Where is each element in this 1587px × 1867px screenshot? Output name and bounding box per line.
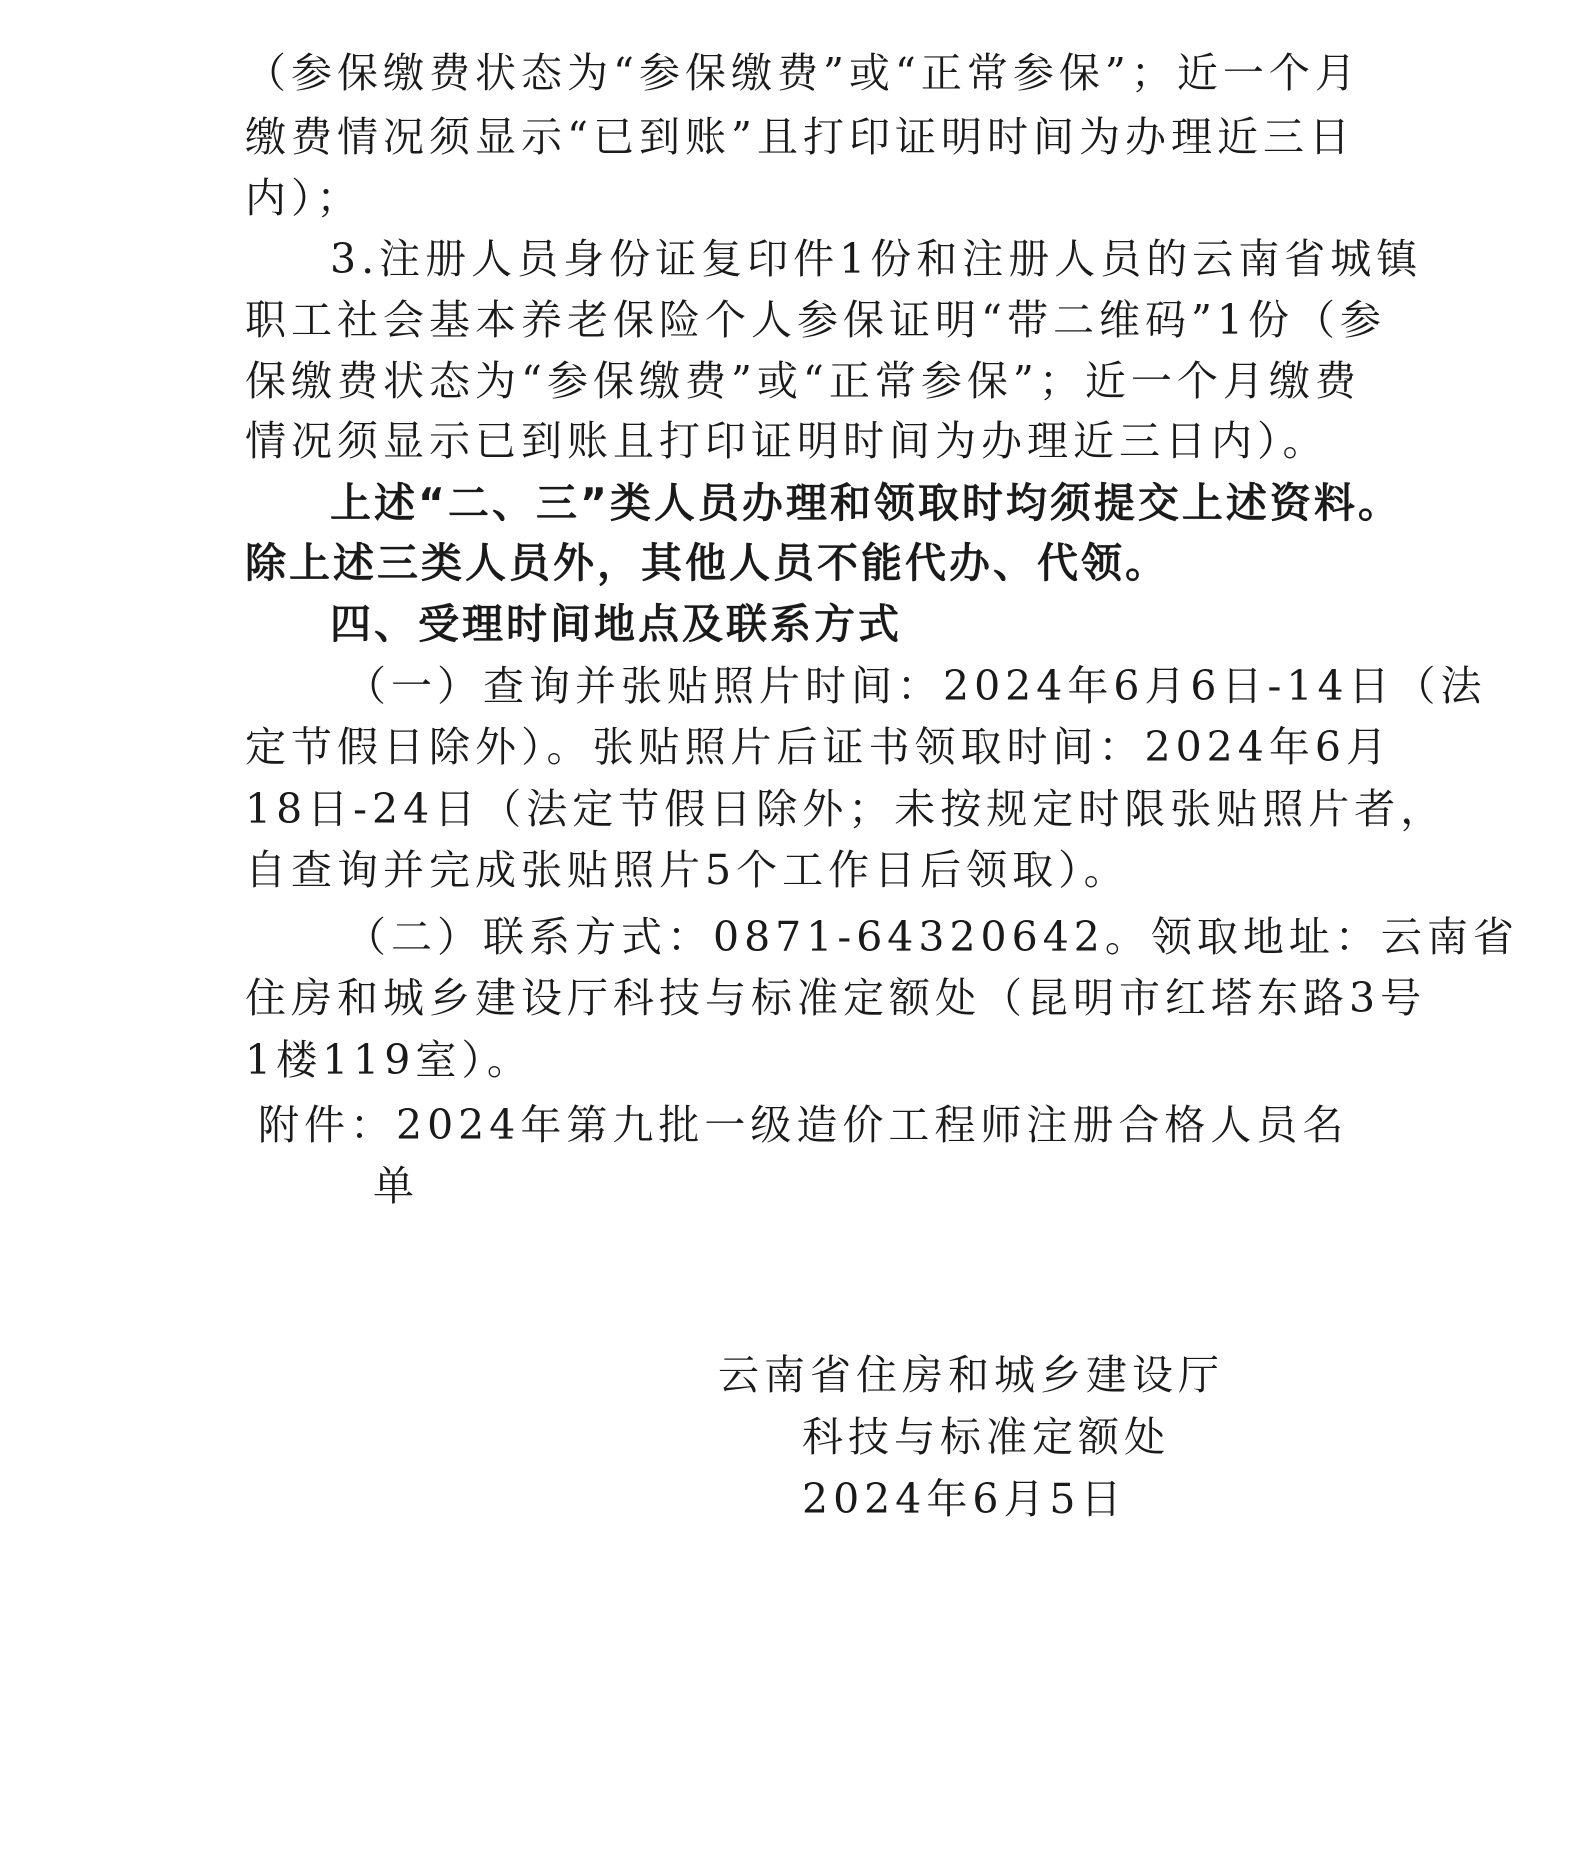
text-line-5: 职工社会基本养老保险个人参保证明“带二维码”1份（参	[245, 296, 1387, 344]
text-line-9: 除上述三类人员外，其他人员不能代办、代领。	[245, 539, 1169, 587]
text-line-3: 内）；	[245, 174, 363, 222]
text-line-12: 定节假日除外）。张贴照片后证书领取时间：2024年6月	[245, 723, 1392, 771]
signature-org: 云南省住房和城乡建设厅	[718, 1351, 1224, 1399]
signature-date: 2024年6月5日	[802, 1475, 1127, 1523]
attachment-line: 附件：2024年第九批一级造价工程师注册合格人员名	[258, 1101, 1349, 1149]
text-line-4: 3.注册人员身份证复印件1份和注册人员的云南省城镇	[330, 235, 1423, 283]
text-line-11: （一）查询并张贴照片时间：2024年6月6日-14日（法	[345, 662, 1487, 710]
text-line-15: （二）联系方式：0871-64320642。领取地址：云南省	[345, 913, 1519, 961]
signature-dept: 科技与标准定额处	[802, 1413, 1170, 1461]
text-line-16: 住房和城乡建设厅科技与标准定额处（昆明市红塔东路3号	[245, 974, 1427, 1022]
text-line-8: 上述“二、三”类人员办理和领取时均须提交上述资料。	[330, 479, 1402, 527]
text-line-2: 缴费情况须显示“已到账”且打印证明时间为办理近三日	[245, 113, 1355, 161]
text-line-7: 情况须显示已到账且打印证明时间为办理近三日内）。	[245, 417, 1329, 465]
text-line-6: 保缴费状态为“参保缴费”或“正常参保”；近一个月缴费	[245, 357, 1361, 405]
text-line-1: （参保缴费状态为“参保缴费”或“正常参保”；近一个月	[245, 49, 1361, 97]
attachment-line-cont: 单	[373, 1162, 419, 1210]
section-heading: 四、受理时间地点及联系方式	[330, 600, 902, 648]
text-line-17: 1楼119室）。	[245, 1036, 533, 1084]
text-line-13: 18日-24日（法定节假日除外；未按规定时限张贴照片者，	[245, 785, 1447, 833]
text-line-14: 自查询并完成张贴照片5个工作日后领取）。	[245, 846, 1130, 894]
